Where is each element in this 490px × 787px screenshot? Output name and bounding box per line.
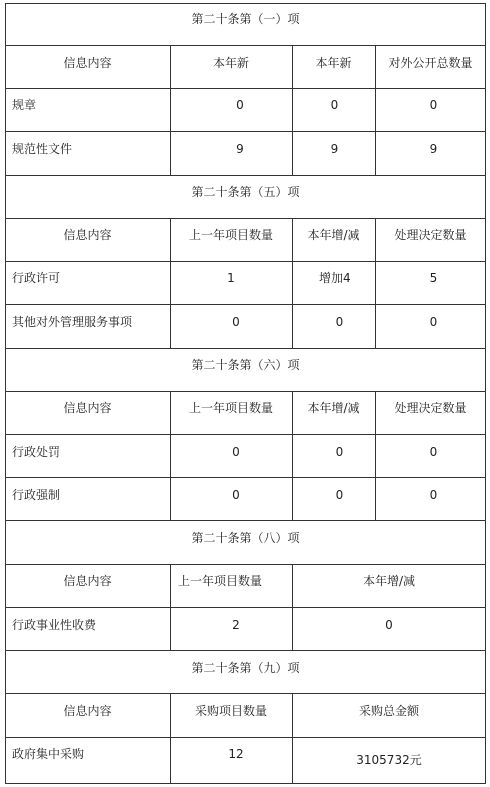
cell-value: 0 <box>232 488 240 502</box>
column-header: 本年增/减 <box>307 401 360 415</box>
row-label: 政府集中采购 <box>12 747 85 761</box>
column-header: 对外公开总数量 <box>388 56 473 70</box>
cell-value: 0 <box>429 445 438 459</box>
cell-value: 9 <box>236 142 244 156</box>
row-label: 其他对外管理服务事项 <box>12 315 133 329</box>
column-header: 上一年项目数量 <box>188 401 273 415</box>
column-header: 上一年项目数量 <box>177 574 262 588</box>
column-header: 信息内容 <box>63 574 112 588</box>
column-header: 处理决定数量 <box>394 401 467 415</box>
row-divider <box>5 564 486 565</box>
row-divider <box>5 391 486 392</box>
row-label: 行政许可 <box>12 271 61 285</box>
column-header: 本年新 <box>212 56 249 70</box>
cell-value: 12 <box>228 747 244 761</box>
row-divider <box>5 45 486 46</box>
cell-value: 0 <box>429 488 438 502</box>
column-header: 本年增/减 <box>307 228 360 242</box>
column-header: 上一年项目数量 <box>188 228 273 242</box>
column-header: 信息内容 <box>63 228 112 242</box>
column-header: 处理决定数量 <box>394 228 467 242</box>
row-divider <box>5 650 486 651</box>
cell-value: 0 <box>335 445 344 459</box>
cell-value: 0 <box>232 315 240 329</box>
column-header: 采购项目数量 <box>194 704 267 718</box>
row-divider <box>5 261 486 262</box>
cell-value: 0 <box>335 488 344 502</box>
row-divider <box>5 607 486 608</box>
column-header: 信息内容 <box>63 704 112 718</box>
section-title: 第二十条第（六）项 <box>191 358 300 372</box>
column-header: 采购总金额 <box>358 704 419 718</box>
cell-value: 0 <box>335 315 344 329</box>
cell-value: 0 <box>236 98 244 112</box>
row-divider <box>5 520 486 521</box>
row-divider <box>5 434 486 435</box>
row-divider <box>5 348 486 349</box>
cell-value: 0 <box>429 98 438 112</box>
row-label: 行政强制 <box>12 488 61 502</box>
cell-value: 5 <box>429 271 438 285</box>
row-divider <box>5 218 486 219</box>
cell-value: 增加4 <box>319 271 351 285</box>
row-label: 行政处罚 <box>12 445 61 459</box>
column-header: 信息内容 <box>63 56 112 70</box>
cell-value: 0 <box>385 618 393 632</box>
row-divider <box>5 737 486 738</box>
column-header: 本年新 <box>315 56 352 70</box>
row-divider <box>5 175 486 176</box>
row-label: 规章 <box>12 98 37 112</box>
cell-value: 9 <box>330 142 339 156</box>
row-divider <box>5 304 486 305</box>
cell-value: 2 <box>232 618 240 632</box>
row-divider <box>5 88 486 89</box>
cell-value: 3105732元 <box>356 753 422 767</box>
section-title: 第二十条第（五）项 <box>191 185 300 199</box>
column-header: 本年增/减 <box>362 574 416 588</box>
row-divider <box>5 477 486 478</box>
row-divider <box>5 693 486 694</box>
row-divider <box>5 131 486 132</box>
row-label: 行政事业性收费 <box>12 618 97 632</box>
cell-value: 9 <box>429 142 438 156</box>
row-label: 规范性文件 <box>12 142 73 156</box>
cell-value: 0 <box>330 98 339 112</box>
section-title: 第二十条第（八）项 <box>191 531 300 545</box>
section-title: 第二十条第（九）项 <box>191 661 300 675</box>
column-header: 信息内容 <box>63 401 112 415</box>
cell-value: 1 <box>227 271 235 285</box>
section-title: 第二十条第（一）项 <box>191 12 300 26</box>
cell-value: 0 <box>429 315 438 329</box>
cell-value: 0 <box>232 445 240 459</box>
